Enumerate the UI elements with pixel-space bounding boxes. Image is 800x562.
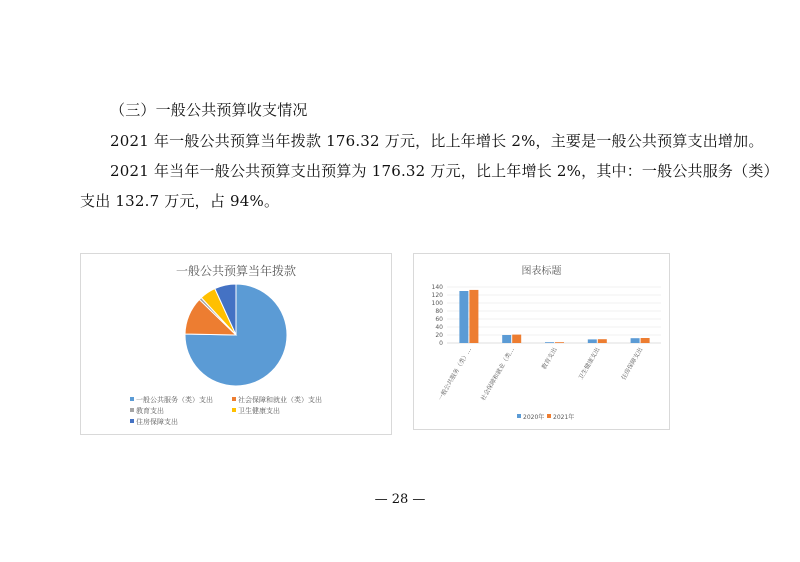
bar-xtick-0: 一般公共服务（类）…: [437, 346, 474, 402]
bar-0-2: [545, 342, 554, 343]
section-heading: （三）一般公共预算收支情况: [110, 101, 308, 119]
bar-ytick-4: 80: [435, 308, 443, 315]
paragraph-expenditure-line1: 2021 年当年一般公共预算支出预算为 176.32 万元，比上年增长 2%，其中：一般公共服务（类）: [110, 162, 779, 180]
pie-legend-swatch-1: [232, 397, 236, 401]
bar-ytick-2: 40: [435, 324, 443, 331]
pie-legend-swatch-2: [130, 408, 134, 412]
bar-xtick-2: 教育支出: [540, 346, 559, 371]
bar-1-0: [469, 290, 478, 343]
bar-xtick-4: 住房保障支出: [620, 346, 645, 382]
bar-legend-swatch-1: [547, 414, 551, 418]
bar-legend-label-1: 2021年: [553, 414, 575, 421]
bar-ytick-7: 140: [431, 284, 443, 291]
pie-chart-title: 一般公共预算当年拨款: [175, 264, 296, 278]
pie-legend-label-0: 一般公共服务（类）支出: [136, 396, 213, 404]
pie-legend-swatch-3: [232, 408, 236, 412]
pie-chart: [80, 253, 392, 435]
bar-chart: [413, 253, 670, 430]
bar-xtick-1: 社会保障和就业（类…: [479, 346, 516, 402]
bar-0-0: [459, 291, 468, 343]
bar-1-2: [555, 342, 564, 343]
bar-0-3: [588, 339, 597, 343]
bar-legend-label-0: 2020年: [523, 414, 545, 421]
pie-legend-label-3: 卫生健康支出: [238, 407, 280, 415]
pie-legend-label-4: 住房保障支出: [136, 418, 178, 426]
bar-1-4: [641, 338, 650, 343]
bar-0-4: [631, 338, 640, 343]
paragraph-expenditure-line2: 支出 132.7 万元，占 94%。: [80, 192, 280, 210]
bar-ytick-5: 100: [431, 300, 443, 307]
pie-legend-label-1: 社会保障和就业（类）支出: [238, 396, 322, 404]
pie-legend-swatch-4: [130, 419, 134, 423]
bar-ytick-3: 60: [435, 316, 443, 323]
pie-chart-canvas: [81, 254, 391, 434]
bar-ytick-6: 120: [431, 292, 443, 299]
bar-chart-title: 图表标题: [521, 266, 562, 277]
bar-1-1: [512, 335, 521, 343]
bar-ytick-1: 20: [435, 332, 443, 339]
bar-1-3: [598, 339, 607, 343]
pie-legend-swatch-0: [130, 397, 134, 401]
paragraph-appropriation: 2021 年一般公共预算当年拨款 176.32 万元，比上年增长 2%，主要是一般公共预算支出增加。: [110, 132, 764, 150]
bar-0-1: [502, 335, 511, 343]
page-number: — 28 —: [374, 492, 426, 507]
bar-legend-swatch-0: [517, 414, 521, 418]
pie-legend-label-2: 教育支出: [136, 407, 164, 415]
bar-ytick-0: 0: [439, 340, 443, 347]
bar-xtick-3: 卫生健康支出: [577, 346, 602, 382]
bar-chart-canvas: [414, 254, 669, 429]
